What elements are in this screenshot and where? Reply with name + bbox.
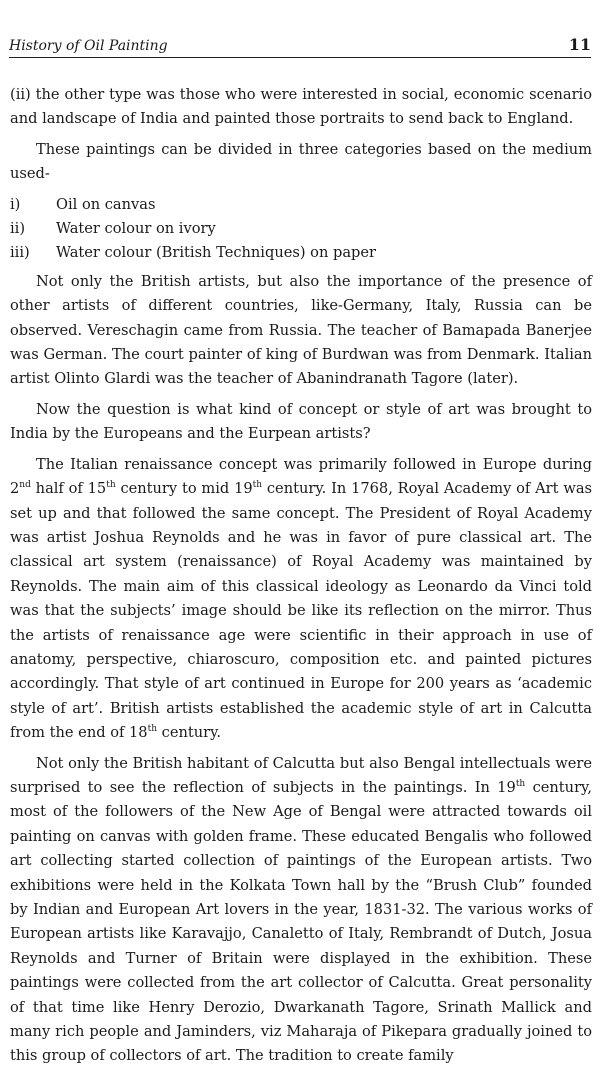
list-item-number: iii) <box>10 244 30 262</box>
text-run: century. <box>157 724 222 742</box>
medium-list <box>10 193 592 266</box>
body-text <box>10 83 592 1075</box>
page-number: 11 <box>568 35 591 54</box>
superscript: th <box>515 779 526 790</box>
list-item <box>10 193 592 217</box>
text-run: century. In 1768, Royal Academy of Art was set up and that followed the same concept. The President of Royal Academy was artist Joshua Reynolds and he was in favor of pure classical art. The classical art system (renaissance) of Royal Academy was maintained by Reynolds. The main aim of this classical ideology as Leonardo da Vinci told was that the subjects’ image should be like its reflection on the mirror. Thus the artists of renaissance age were scientific in their approach in use of anatomy, perspective, chiaroscuro, composition etc. and painted pictures accordingly. That style of art continued in Europe for 200 years as ‘academic style of art’. British artists established the academic style of art in Calcutta from the end of 18 <box>10 480 593 742</box>
text-run: The Italian renaissance concept was primarily followed in Europe during 2 <box>10 455 592 498</box>
list-item-text: Oil on canvas <box>56 195 156 213</box>
paragraph-calcutta <box>10 752 592 1069</box>
text-run: half of 15 <box>30 480 107 498</box>
superscript: nd <box>19 480 31 491</box>
superscript: th <box>106 480 116 491</box>
paragraph-question: Now the question is what kind of concept or style of art was brought to India by the Europeans and the Eurpean artists? <box>10 400 592 443</box>
list-item-number: i) <box>10 195 21 213</box>
superscript: th <box>252 480 263 491</box>
list-item <box>10 217 592 241</box>
superscript: th <box>147 724 158 735</box>
text-run: century, most of the followers of the New Age of Bengal were attracted towards oil painting on canvas with golden frame. These educated Bengalis who followed art collecting started collection of paintings of the European artists. Two exhibitions were held in the Kolkata Town hall by the “Brush Club” founded by Indian and European Art lovers in the year, 1831-32. The various works of European artists like Karavajjo, Canaletto of Italy, Rembrandt of Dutch, Josua Reynolds and Turner of Britain were displayed in the exhibition. These paintings were collected from the art collector of Calcutta. Great personality of that time like Henry Derozio, Dwarkanath Tagore, Srinath Mallick and many rich people and Jaminders, viz Maharaja of Pikepara gradually joined to this group of collectors of art. The tradition to create family <box>10 778 592 1065</box>
list-item-text: Water colour on ivory <box>56 220 216 238</box>
running-title: History of Oil Painting <box>9 38 168 54</box>
text-run: century to mid 19 <box>115 480 253 498</box>
paragraph-opening: (ii) the other type was those who were interested in social, economic scenario and landscape of India and painted those portraits to send back to England. <box>10 86 592 128</box>
text-run: Not only the British habitant of Calcutta but also Bengal intellectuals were surprised to see the reflection of subjects in the paintings. In 19 <box>10 754 592 796</box>
paragraph-categories: These paintings can be divided in three categories based on the medium used- <box>10 140 592 183</box>
list-item-number: ii) <box>10 220 26 238</box>
paragraph-renaissance <box>10 453 592 746</box>
list-item <box>10 241 592 265</box>
list-item-text: Water colour (British Techniques) on paper <box>56 244 376 262</box>
paragraph-other-artists: Not only the British artists, but also the importance of the presence of other artists of different countries, like-Germany, Italy, Russia can be observed. Vereschagin came from Russia. The teacher of Bamapada Banerjee was German. The court painter of king of Burdwan was from Denmark. Italian artist Olinto Glardi was the teacher of Abanindranath Tagore (later). <box>10 272 592 388</box>
page-header <box>9 30 591 58</box>
